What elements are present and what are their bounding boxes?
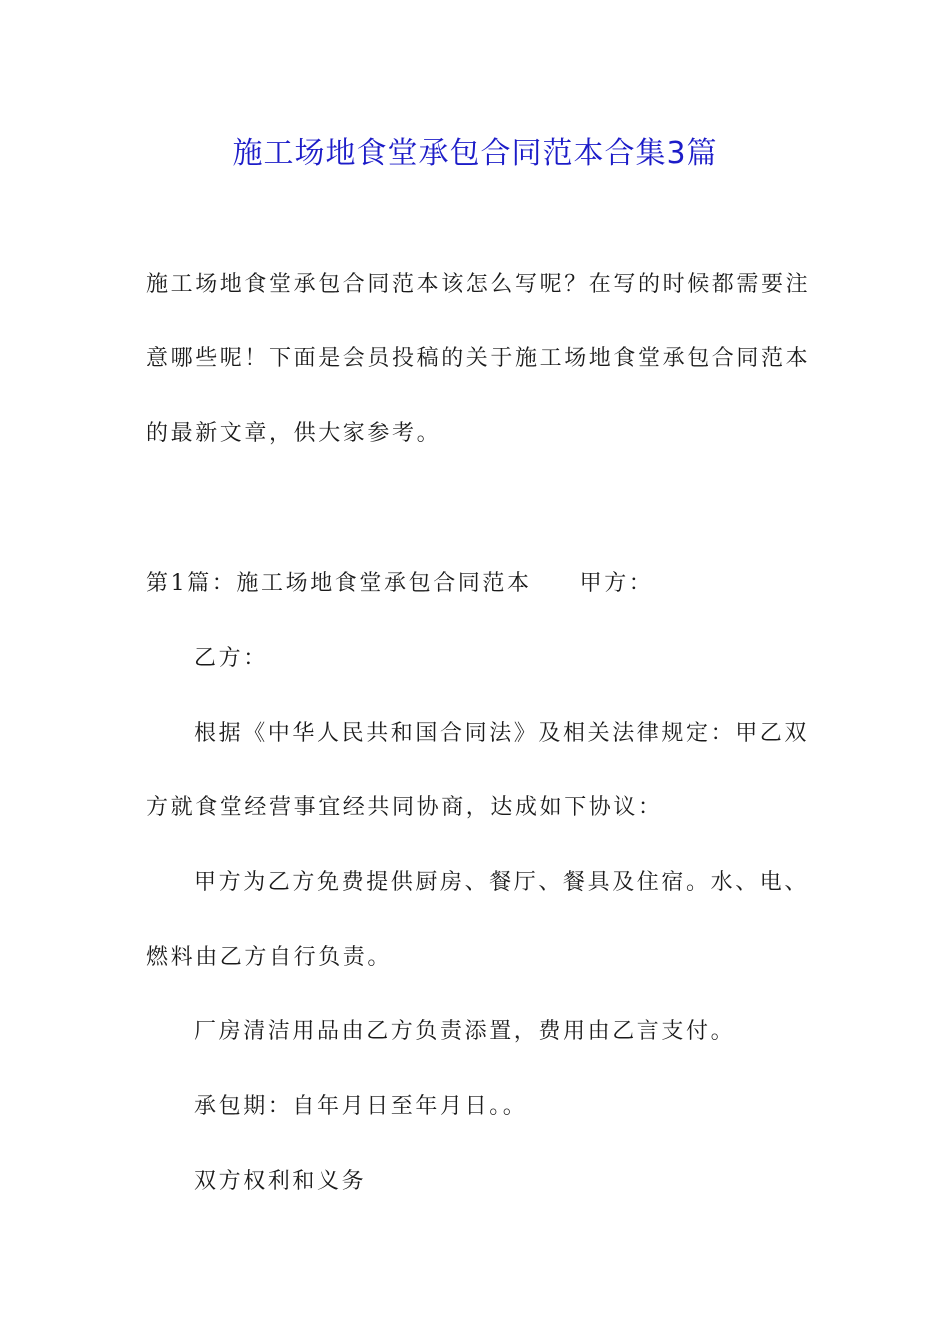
party-b-label: 乙方： bbox=[194, 646, 268, 671]
clause-rights: 双方权利和义务 bbox=[194, 1169, 367, 1194]
document-title: 施工场地食堂承包合同范本合集3篇 bbox=[232, 136, 718, 171]
clause-cleaning: 厂房清洁用品由乙方负责添置，费用由乙言支付。 bbox=[194, 1019, 736, 1044]
clause-term: 承包期：自年月日至年月日。。 bbox=[194, 1094, 528, 1119]
clause-provide-line-1: 甲方为乙方免费提供厨房、餐厅、餐具及住宿。水、电、 bbox=[194, 870, 810, 895]
basis-line-1: 根据《中华人民共和国合同法》及相关法律规定：甲乙双 bbox=[194, 721, 810, 746]
basis-line-2: 方就食堂经营事宜经共同协商，达成如下协议： bbox=[146, 795, 663, 820]
section-heading: 第1篇：施工场地食堂承包合同范本 bbox=[146, 571, 532, 596]
clause-provide-line-2: 燃料由乙方自行负责。 bbox=[146, 945, 393, 970]
intro-line-2: 意哪些呢！下面是会员投稿的关于施工场地食堂承包合同范本 bbox=[146, 346, 811, 371]
intro-line-3: 的最新文章，供大家参考。 bbox=[146, 421, 442, 446]
section-heading-line bbox=[146, 566, 653, 602]
intro-line-1: 施工场地食堂承包合同范本该怎么写呢？在写的时候都需要注 bbox=[146, 272, 811, 297]
party-a-label: 甲方： bbox=[579, 571, 654, 596]
